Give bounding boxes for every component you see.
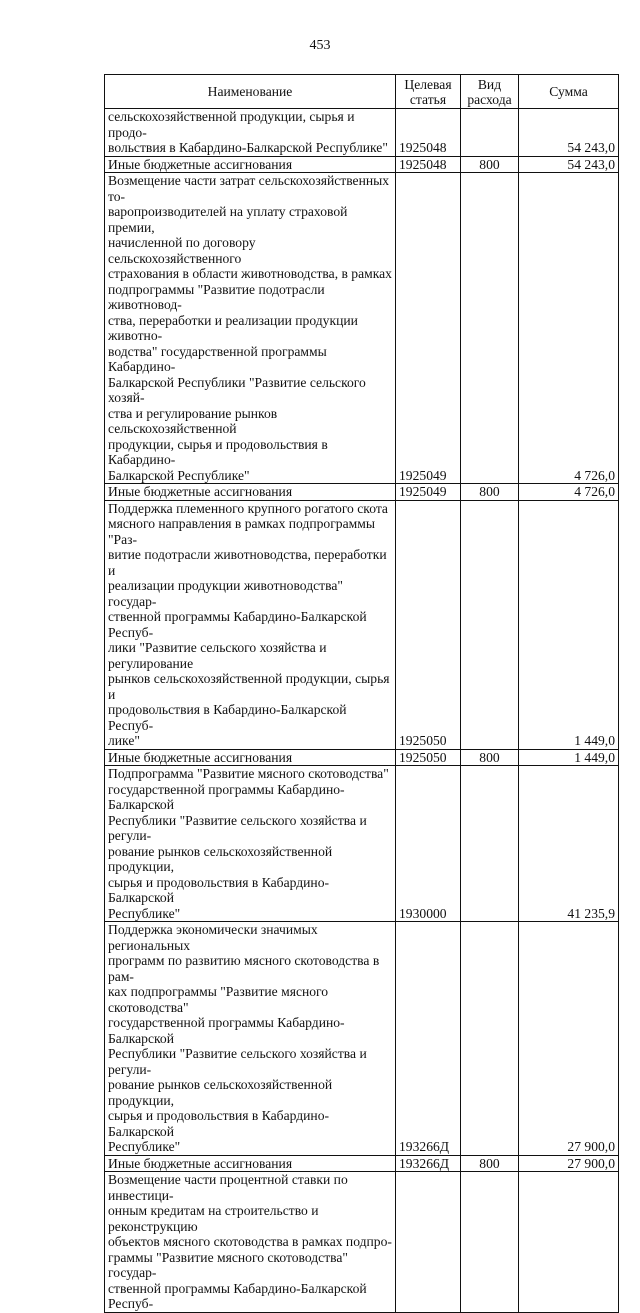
- row-kind: [461, 109, 519, 157]
- row-sum: 27 900,0: [519, 1155, 619, 1172]
- row-kind: [461, 500, 519, 749]
- table-row: [105, 922, 619, 1156]
- table-row: [105, 1172, 619, 1313]
- table-row: [105, 766, 619, 922]
- row-sum: 27 900,0: [519, 922, 619, 1156]
- table-row: [105, 173, 619, 484]
- row-name: Поддержка племенного крупного рогатого скота мясного направления в рамках подпрограммы "Раз- витие подотрасли животноводства, переработки и реализации продукции животноводства" государ- ственной программы Кабардино-Балкарской Респуб- лики "Развитие сельского хозяйства и регулирование рынков сельскохозяйственной продукции, сырья и продовольствия в Кабардино-Балкарской Респуб- лике": [105, 500, 396, 749]
- row-kind: 800: [461, 156, 519, 173]
- table-row: [105, 749, 619, 766]
- row-code: [396, 1172, 461, 1313]
- row-kind: [461, 173, 519, 484]
- header-sum: Сумма: [519, 75, 619, 109]
- header-code: Целевая статья: [396, 75, 461, 109]
- table-row: [105, 500, 619, 749]
- table-body: [105, 109, 619, 1313]
- row-name: Подпрограмма "Развитие мясного скотоводства" государственной программы Кабардино-Балкарской Республики "Развитие сельского хозяйства и регули- рование рынков сельскохозяйственной продукции, сырья и продовольствия в Кабардино-Балкарской Республике": [105, 766, 396, 922]
- row-code: 1925050: [396, 500, 461, 749]
- row-code: 1925049: [396, 484, 461, 501]
- header-kind: Вид расхода: [461, 75, 519, 109]
- row-name: сельскохозяйственной продукции, сырья и продо- вольствия в Кабардино-Балкарской Республике": [105, 109, 396, 157]
- row-kind: [461, 766, 519, 922]
- row-name: Возмещение части затрат сельскохозяйственных то- варопроизводителей на уплату страховой премии, начисленной по договору сельскохозяйственного страхования в области животноводства, в рамках подпрограммы "Развитие подотрасли животновод- ства, переработки и реализации продукции животно- водства" государственной программы Кабардино- Балкарской Республики "Развитие сельского хозяй- ства и регулирование рынков сельскохозяйственной продукции, сырья и продовольствия в Кабардино- Балкарской Республике": [105, 173, 396, 484]
- table-row: [105, 1155, 619, 1172]
- row-code: 193266Д: [396, 1155, 461, 1172]
- row-name: Иные бюджетные ассигнования: [105, 156, 396, 173]
- row-sum: 54 243,0: [519, 156, 619, 173]
- row-kind: 800: [461, 749, 519, 766]
- row-sum: 54 243,0: [519, 109, 619, 157]
- table-row: [105, 484, 619, 501]
- row-code: 193266Д: [396, 922, 461, 1156]
- row-sum: 41 235,9: [519, 766, 619, 922]
- table-header-row: [105, 75, 619, 109]
- header-name: Наименование: [105, 75, 396, 109]
- page-number: 453: [309, 38, 331, 53]
- row-code: 1925048: [396, 156, 461, 173]
- row-code: 1925048: [396, 109, 461, 157]
- row-code: 1925049: [396, 173, 461, 484]
- row-kind: 800: [461, 484, 519, 501]
- table-row: [105, 156, 619, 173]
- row-sum: 1 449,0: [519, 500, 619, 749]
- row-sum: 4 726,0: [519, 484, 619, 501]
- row-kind: 800: [461, 1155, 519, 1172]
- row-kind: [461, 922, 519, 1156]
- row-sum: 4 726,0: [519, 173, 619, 484]
- row-sum: 1 449,0: [519, 749, 619, 766]
- row-name: Иные бюджетные ассигнования: [105, 484, 396, 501]
- row-name: Возмещение части процентной ставки по инвестици- онным кредитам на строительство и реконструкцию объектов мясного скотоводства в рамках подпро- граммы "Развитие мясного скотоводства" государ- ственной программы Кабардино-Балкарской Респуб-: [105, 1172, 396, 1313]
- row-code: 1930000: [396, 766, 461, 922]
- row-name: Иные бюджетные ассигнования: [105, 1155, 396, 1172]
- row-sum: [519, 1172, 619, 1313]
- budget-table: [104, 74, 619, 1313]
- row-name: Поддержка экономически значимых региональных программ по развитию мясного скотоводства в рам- ках подпрограммы "Развитие мясного скотоводства" государственной программы Кабардино-Балкарской Республики "Развитие сельского хозяйства и регули- рование рынков сельскохозяйственной продукции, сырья и продовольствия в Кабардино-Балкарской Республике": [105, 922, 396, 1156]
- row-name: Иные бюджетные ассигнования: [105, 749, 396, 766]
- table-row: [105, 109, 619, 157]
- row-kind: [461, 1172, 519, 1313]
- row-code: 1925050: [396, 749, 461, 766]
